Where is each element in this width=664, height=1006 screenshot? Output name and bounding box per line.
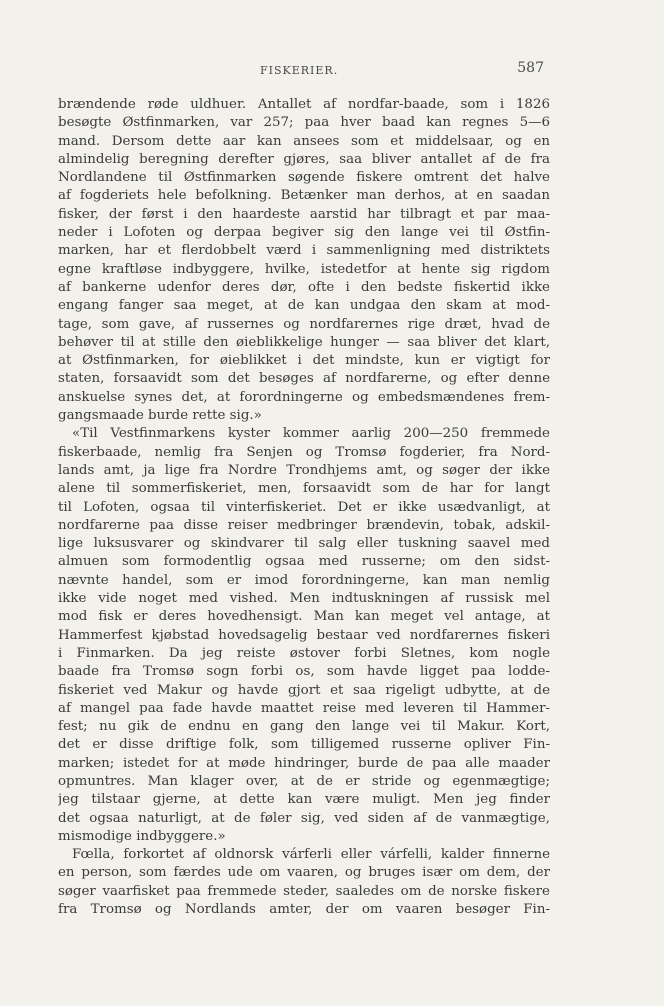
paragraph [58, 96, 550, 425]
page-number: 587 [517, 60, 544, 76]
text-line: almindelig beregning derefter gjøres, saa bliver antallet af de fra [58, 151, 550, 167]
text-line: alene til sommerfiskeriet, men, forsaavidt som de har for langt [58, 481, 550, 497]
text-line: lige luksusvarer og skindvarer til salg eller tuskning saavel med [58, 536, 550, 552]
text-line: det er disse driftige folk, som tilligemed russerne opliver Fin- [58, 737, 550, 753]
text-line: en person, som færdes ude om vaaren, og bruges især om dem, der [58, 865, 550, 881]
text-line: baade fra Tromsø sogn forbi os, som havde ligget paa lodde- [58, 664, 550, 680]
text-line: mand. Dersom dette aar kan ansees som et middelsaar, og en [58, 133, 550, 149]
text-line: af bankerne udenfor deres dør, ofte i den bedste fiskertid ikke [58, 279, 550, 295]
text-line: mod fisk er deres hovedhensigt. Man kan meget vel antage, at [58, 609, 550, 625]
text-line: brændende røde uldhuer. Antallet af nordfar-baade, som i 1826 [58, 97, 550, 112]
text-line: ikke vide noget med vished. Men indtuskningen af russisk mel [58, 591, 550, 607]
running-head: FISKERIER. [260, 64, 339, 77]
paragraph [58, 846, 550, 919]
text-line: neder i Lofoten og derpaa begiver sig den lange vei til Østfin- [58, 225, 550, 241]
text-line: i Finmarken. Da jeg reiste østover forbi Sletnes, kom nogle [58, 645, 550, 661]
text-line: engang fanger saa meget, at de kan undgaa den skam at mod- [58, 298, 550, 314]
text-line: til Lofoten, ogsaa til vinterfiskeriet. Det er ikke usædvanligt, at [58, 499, 550, 515]
text-line: behøver til at stille den øieblikkelige hunger — saa bliver det klart, [58, 334, 550, 350]
text-line: Nordlandene til Østfinmarken søgende fiskere omtrent det halve [58, 170, 550, 186]
body-text [58, 96, 550, 919]
text-line: mismodige indbyggere.» [58, 828, 226, 844]
paragraph [58, 425, 550, 846]
text-line: opmuntres. Man klager over, at de er stride og egenmægtige; [58, 773, 550, 789]
text-line: fiskeriet ved Makur og havde gjort et saa rigeligt udbytte, at de [58, 682, 550, 698]
text-line: fiskerbaade, nemlig fra Senjen og Tromsø fogderier, fra Nord- [58, 444, 550, 460]
text-line: fest; nu gik de endnu en gang den lange vei til Makur. Kort, [58, 719, 550, 735]
text-line: besøgte Østfinmarken, var 257; paa hver baad kan regnes 5—6 [58, 115, 550, 131]
text-line: gangsmaade burde rette sig.» [58, 408, 262, 424]
text-line: anskuelse synes det, at forordningerne og embedsmændenes frem- [58, 389, 550, 405]
text-line: af fogderiets hele befolkning. Betænker man derhos, at en saadan [58, 188, 550, 204]
text-line: jeg tilstaar gjerne, at dette kan være muligt. Men jeg finder [58, 792, 550, 808]
text-line: egne kraftløse indbyggere, hvilke, istedetfor at hente sig rigdom [58, 261, 550, 277]
text-line: «Til Vestfinmarkens kyster kommer aarlig 200—250 fremmede [72, 426, 550, 442]
text-line: tage, som gave, af russernes og nordfarernes rige dræt, hvad de [58, 316, 550, 332]
text-line: almuen som formodentlig ogsaa med russerne; om den sidst- [58, 554, 550, 570]
text-line: nordfarerne paa disse reiser medbringer brændevin, tobak, adskil- [58, 517, 550, 533]
text-line: at Østfinmarken, for øieblikket i det mindste, kun er vigtigt for [58, 353, 550, 369]
text-line: lands amt, ja lige fra Nordre Trondhjems amt, og søger der ikke [58, 462, 550, 478]
text-line: Fœlla, forkortet af oldnorsk várferli eller várfelli, kalder finnerne [72, 847, 550, 863]
text-line: det ogsaa naturligt, at de føler sig, ved siden af de vanmægtige, [58, 810, 550, 826]
text-line: marken; istedet for at møde hindringer, burde de paa alle maader [58, 755, 550, 771]
text-line: nævnte handel, som er imod forordningerne, kan man nemlig [58, 572, 550, 588]
text-line: af mangel paa fade havde maattet reise med leveren til Hammer- [58, 700, 550, 716]
text-line: marken, har et flerdobbelt værd i sammenligning med distriktets [58, 243, 550, 259]
text-line: Hammerfest kjøbstad hovedsagelig bestaar ved nordfarernes fiskeri [58, 627, 550, 643]
text-line: fra Tromsø og Nordlands amter, der om vaaren besøger Fin- [58, 902, 550, 918]
text-line: fisker, der først i den haardeste aarstid har tilbragt et par maa- [58, 206, 550, 222]
text-line: søger vaarfisket paa fremmede steder, saaledes om de norske fiskere [58, 883, 550, 899]
text-line: staten, forsaavidt som det besøges af nordfarerne, og efter denne [58, 371, 550, 387]
